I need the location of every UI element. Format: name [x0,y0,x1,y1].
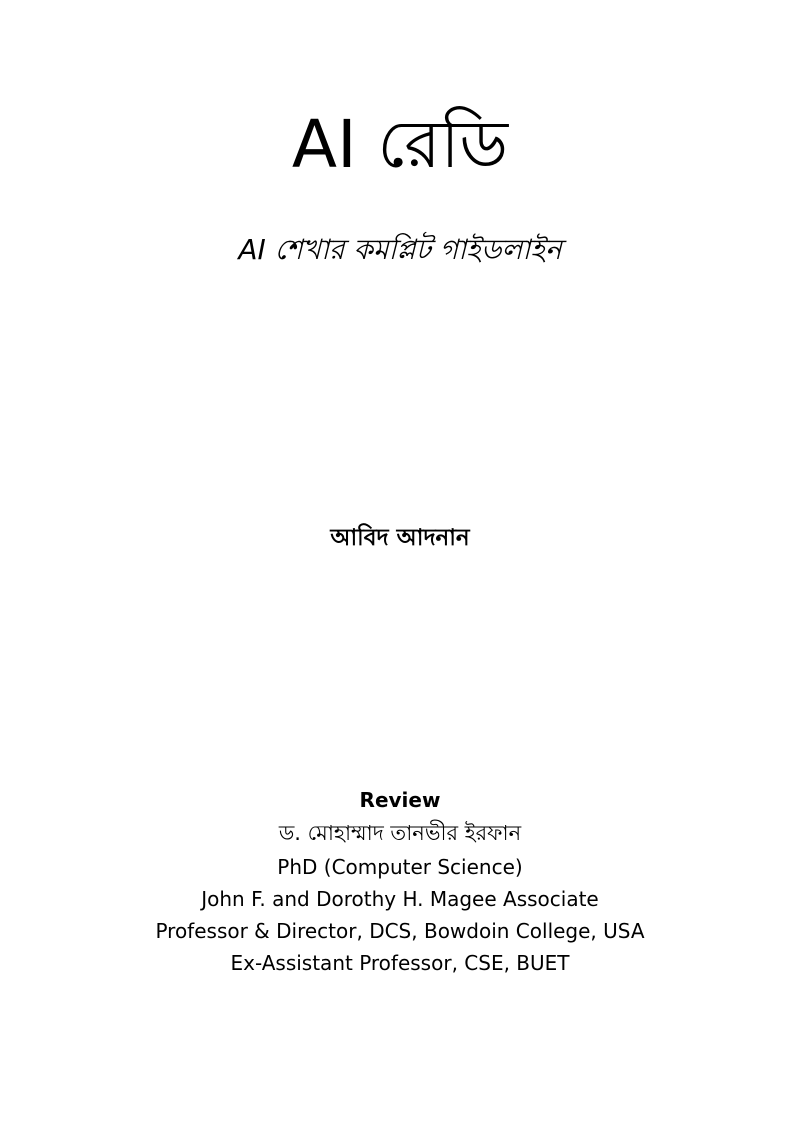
book-subtitle: AI শেখার কমপ্লিট গাইডলাইন [238,233,562,266]
review-section [0,785,800,979]
reviewer-credential-position: Professor & Director, DCS, Bowdoin College, USA [155,919,645,943]
book-title: AI রেডি [291,106,509,183]
author-name: আবিদ আদনান [330,525,470,551]
reviewer-credential-title: John F. and Dorothy H. Magee Associate [201,887,599,911]
reviewer-credential-former-position: Ex-Assistant Professor, CSE, BUET [230,951,570,975]
reviewer-name: ড. মোহাম্মাদ তানভীর ইরফান [278,821,522,845]
review-heading: Review [359,788,441,812]
reviewer-credential-degree: PhD (Computer Science) [277,855,523,879]
